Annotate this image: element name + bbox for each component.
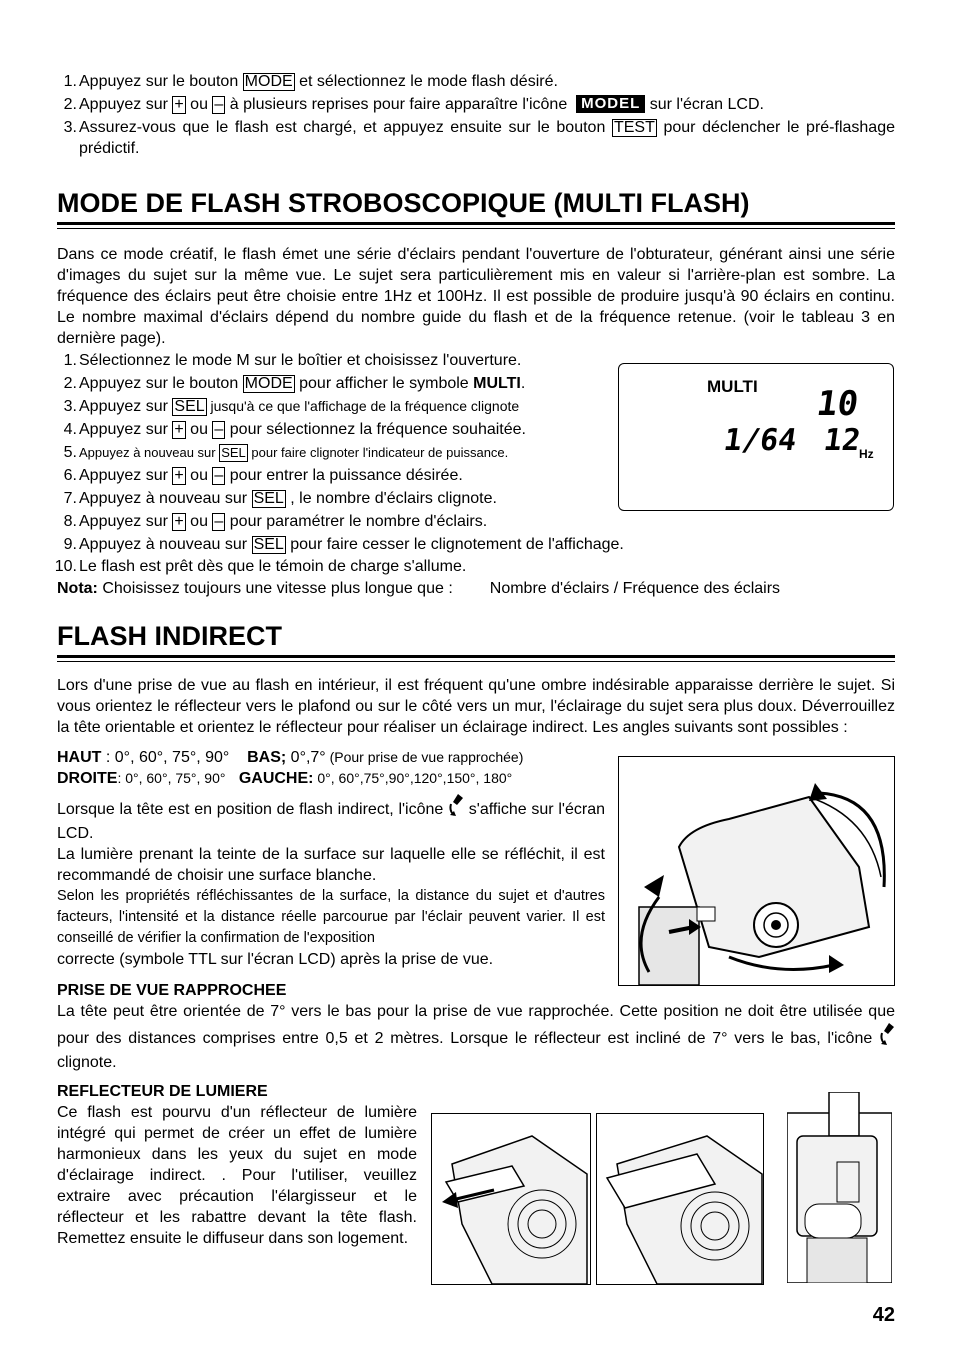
minus-button-label: –: [214, 96, 224, 113]
lcd-display: [618, 363, 894, 511]
reflector-title: REFLECTEUR DE LUMIERE: [57, 1083, 268, 1100]
top-steps: [57, 71, 895, 159]
section-title-multi: MODE DE FLASH STROBOSCOPIQUE (MULTI FLASH): [57, 186, 895, 225]
reflector-illustration-1: [431, 1113, 591, 1285]
list-item: 1. Sélectionnez le mode M sur le boîtier et choisissez l'ouverture.: [63, 352, 522, 369]
model-icon: MODEL: [576, 95, 645, 113]
nota-formula: Nombre d'éclairs / Fréquence des éclairs: [489, 580, 781, 597]
multi-steps: [57, 350, 617, 463]
list-item: 5. Appuyez à nouveau sur SEL pour faire clignoter l'indicateur de puissance.: [63, 444, 509, 461]
list-item: 4. Appuyez sur + ou – pour sélectionnez la fréquence souhaitée.: [63, 421, 526, 438]
reflector-illustration-3: [787, 1092, 892, 1283]
list-item: 10. Le flash est prêt dès que le témoin de charge s'allume.: [54, 558, 467, 575]
list-item: 6. Appuyez sur + ou – pour entrer la puissance désirée.: [63, 467, 463, 484]
page-number: 42: [872, 1304, 895, 1326]
reflector-illustration-2: [596, 1113, 764, 1285]
lcd-power: 1/64: [721, 423, 799, 458]
lcd-multi-label: MULTI: [707, 377, 758, 396]
bounce-icon: [879, 1022, 895, 1052]
reflector-text: Ce flash est pourvu d'un réflecteur de lumière intégré qui permet de créer un effet de lumière harmonieux dans les yeux du sujet en mode d'éclairage indirect. . Pour l'utiliser, veuillez extraire avec précaution l'élargisseur et le réflecteur et les rabattre devant la tête flash. Remettez ensuite le diffuseur dans son logement.: [57, 1104, 417, 1247]
closeup-text: La tête peut être orientée de 7° vers le bas pour la prise de vue rapprochée. Cette position ne doit être utilisée que pour des distances comprises entre 0,5 et 2 mètres. Lorsque le réflecteur est incliné de 7° vers le bas, l'icône clignote.: [57, 1003, 895, 1071]
closeup-title: PRISE DE VUE RAPPROCHEE: [57, 982, 287, 999]
angle-list: HAUT : 0°, 60°, 75°, 90° BAS; 0°,7° (Pour prise de vue rapprochée) DROITE: 0°, 60°, 75°, 90° GAUCHE: 0°, 60°,75°,90°,120°,150°, 180° Lorsque la tête est en position de flash indirect, l'icône s'affiche sur l'écran LCD. La lumière prenant la teinte de la surface sur laquelle elle se réfléchit, il est recommandé de choisir une surface blanche. Selon les propriétés réfléchissantes de la surface, la distance du sujet et d'autres facteurs, l'intensité et la distance réelle parcourue par l'éclair peuvent varier. Il est conseillé de vérifier la confirmation de l'exposition correcte (symbole TTL sur l'écran LCD) après la prise de vue.: [57, 749, 605, 968]
bounce-head-illustration: [618, 756, 895, 986]
lcd-unit: Hz: [859, 447, 874, 461]
plus-button-label: +: [174, 96, 184, 113]
lcd-count: 10: [814, 384, 861, 424]
list-item: 3. Appuyez sur SEL jusqu'à ce que l'affichage de la fréquence clignote: [63, 398, 520, 415]
section-title-indirect: FLASH INDIRECT: [57, 619, 895, 658]
bounce-icon: [448, 793, 464, 823]
nota: Nota: Choisissez toujours une vitesse plus longue que : Nombre d'éclairs / Fréquence des éclairs: [57, 580, 781, 597]
list-item: 3. Assurez-vous que le flash est chargé, et appuyez ensuite sur le bouton TEST pour déclencher le pré-flashage prédictif.: [63, 119, 895, 157]
list-item: 1. Appuyez sur le bouton MODE et sélectionnez le mode flash désiré.: [63, 73, 558, 90]
mode-button-label: MODE: [244, 73, 293, 90]
test-button-label: TEST: [613, 119, 655, 136]
lcd-freq: 12: [821, 423, 863, 458]
list-item: 2. Appuyez sur le bouton MODE pour afficher le symbole MULTI.: [63, 375, 526, 392]
list-item: 7. Appuyez à nouveau sur SEL , le nombre d'éclairs clignote.: [63, 490, 497, 507]
list-item: 2. Appuyez sur + ou – à plusieurs reprises pour faire apparaître l'icône MODEL sur l'écran LCD.: [63, 95, 764, 113]
multi-intro: Dans ce mode créatif, le flash émet une série d'éclairs pendant l'ouverture de l'obturateur, générant ainsi une série d'images du sujet sur la même vue. Le sujet sera particulièrement mis en valeur si l'arrière-plan est sombre. La fréquence des éclairs peut être choisie entre 1Hz et 100Hz. Il est possible de produire jusqu'à 90 éclairs en continu. Le nombre maximal d'éclairs dépend du nombre guide du flash et de la fréquence retenue. (voir le tableau 3 en dernière page).: [57, 246, 895, 347]
indirect-intro: Lors d'une prise de vue au flash en intérieur, il est fréquent qu'une ombre indésirable apparaisse derrière le sujet. Si vous orientez le réflecteur vers le plafond ou sur le côté vers un mur, l'éclairage du sujet sera plus doux. Déverrouillez la tête orientable et orientez le réflecteur pour réaliser un éclairage indirect. Les angles suivants sont possibles :: [57, 677, 895, 736]
page-content: [54, 70, 895, 1249]
list-item: 8. Appuyez sur + ou – pour paramétrer le nombre d'éclairs.: [63, 513, 488, 530]
list-item: 9. Appuyez à nouveau sur SEL pour faire cesser le clignotement de l'affichage.: [63, 536, 624, 553]
